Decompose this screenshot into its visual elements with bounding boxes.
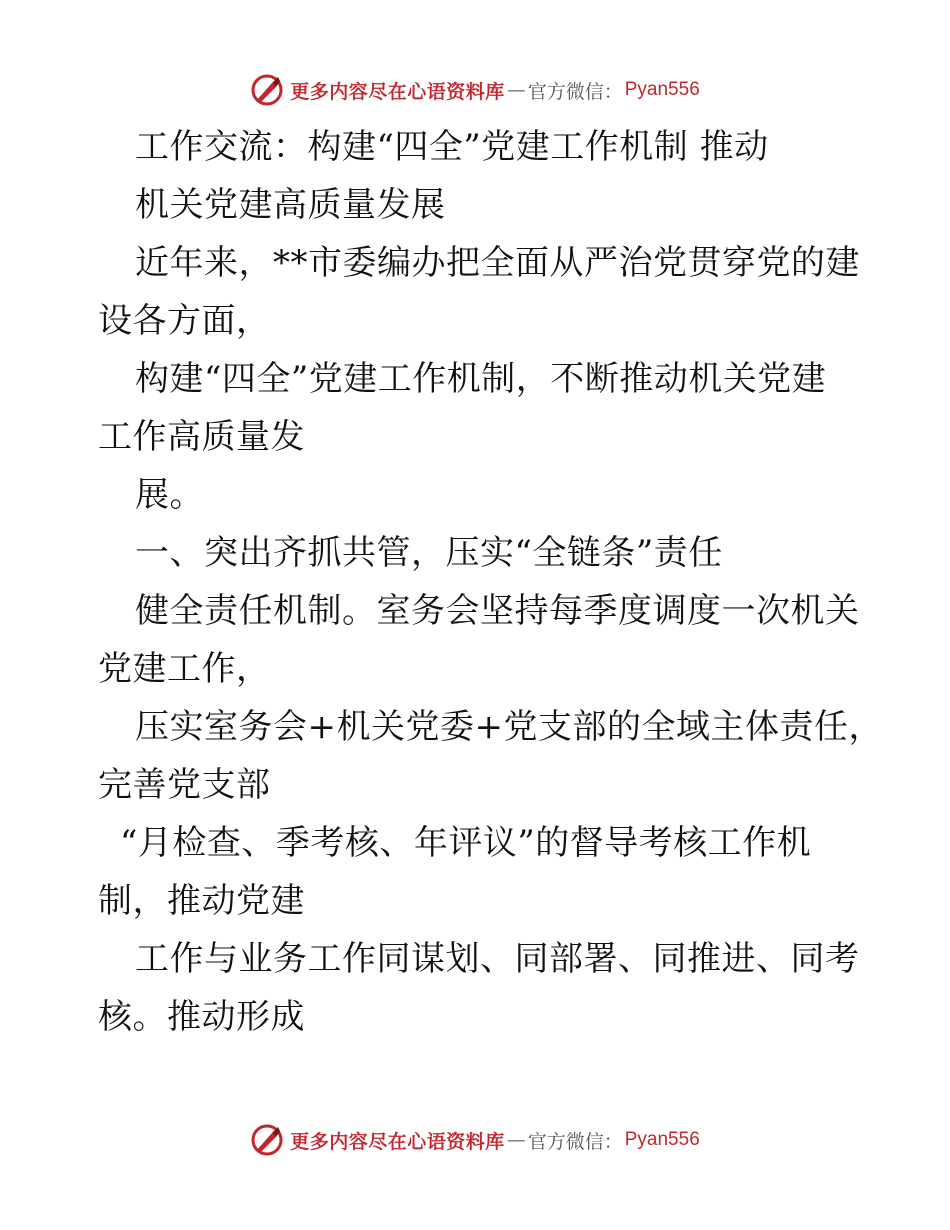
document-body <box>98 118 883 1046</box>
text-line: 制，推动党建 <box>98 881 305 921</box>
watermark-dash: — <box>506 1129 526 1151</box>
text-line: 机关党建高质量发展 <box>135 185 446 225</box>
text-line: 健全责任机制。室务会坚持每季度调度一次机关 <box>135 591 860 631</box>
footer-watermark <box>0 1120 950 1160</box>
pen-logo-icon <box>250 73 284 107</box>
watermark-sub-text: 官方微信： <box>527 1130 623 1153</box>
watermark-dash: — <box>506 79 526 101</box>
text-line: “月检查、季考核、年评议”的督导考核工作机 <box>120 823 812 863</box>
watermark-main-text: 更多内容尽在心语资料库 <box>290 80 505 103</box>
watermark-wechat-id: Pyan556 <box>624 79 700 100</box>
text-line: 压实室务会+机关党委+党支部的全域主体责任， <box>135 707 883 747</box>
text-line: 一、突出齐抓共管，压实“全链条”责任 <box>135 533 723 573</box>
header-watermark <box>0 70 950 110</box>
text-line: 核。推动形成 <box>98 997 305 1037</box>
pen-logo-icon <box>250 1123 284 1157</box>
watermark-main-text: 更多内容尽在心语资料库 <box>290 1130 505 1153</box>
text-line: 工作交流：构建“四全”党建工作机制 推动 <box>135 127 769 167</box>
text-line: 设各方面， <box>98 301 271 341</box>
text-line: 党建工作， <box>98 649 271 689</box>
watermark-sub-text: 官方微信： <box>527 80 623 103</box>
text-line: 近年来，**市委编办把全面从严治党贯穿党的建 <box>135 243 860 283</box>
watermark-wechat-id: Pyan556 <box>624 1129 700 1150</box>
text-line: 完善党支部 <box>98 765 271 805</box>
text-line: 工作高质量发 <box>98 417 305 457</box>
text-line: 工作与业务工作同谋划、同部署、同推进、同考 <box>135 939 860 979</box>
text-line: 展。 <box>135 475 204 515</box>
text-line: 构建“四全”党建工作机制，不断推动机关党建 <box>135 359 827 399</box>
